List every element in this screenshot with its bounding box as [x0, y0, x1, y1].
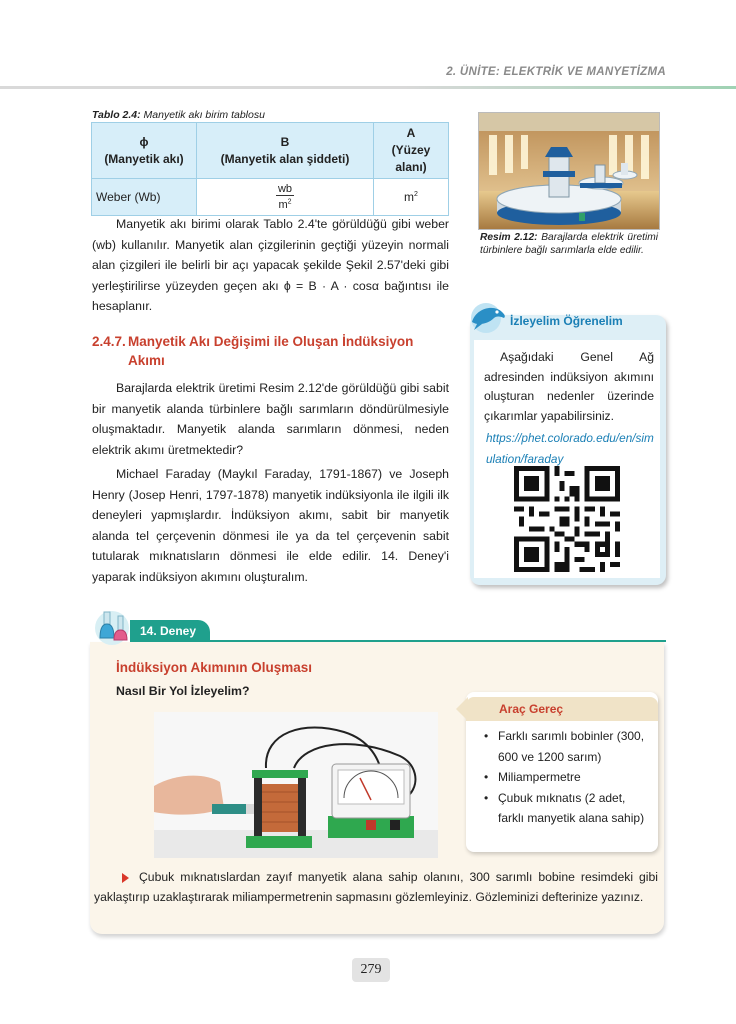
materials-title: Araç Gereç: [499, 702, 564, 716]
experiment-tab-label: 14. Deney: [140, 624, 197, 638]
list-item: • Farklı sarımlı bobinler (300, 600 ve 1200 sarım): [484, 726, 654, 767]
field-name: (Manyetik alan şiddeti): [220, 151, 350, 166]
qr-code[interactable]: [514, 466, 620, 572]
paragraph-faraday: Michael Faraday (Maykıl Faraday, 1791-1867) ve Joseph Henry (Josep Henri, 1797-1878) manyetik indüksiyonla ile ilgili ilk deneyleri yapmışlardır. İndüksiyon akımı, sabit bir manyetik alanda tel çerçevenin dönmesi ile ya da tel çerçevenin sabit tutularak mıknatısların dönmesi ile elde edilir. 14. Deney'i yaparak indüksiyon akımını oluşturalım.: [92, 467, 449, 584]
experiment-instruction: [94, 867, 658, 907]
list-item: • Miliampermetre: [484, 767, 654, 788]
watch-learn-text: Aşağıdaki Genel Ağ adresinden indüksiyon akımını oluşturan nedenler üzerinde çıkarımlar yapabilirsiniz.: [484, 350, 654, 423]
photo-caption-label: Resim 2.12:: [480, 232, 538, 243]
area-symbol: A: [406, 126, 416, 140]
experiment-subtitle: Nasıl Bir Yol İzleyelim?: [116, 684, 250, 698]
header-divider: [0, 86, 736, 89]
photo-caption: [480, 232, 658, 257]
flux-unit-table: [91, 122, 449, 216]
fraction-denominator: $m^2$: [278, 198, 292, 211]
table-header-field: [197, 123, 374, 179]
phet-link[interactable]: https://phet.colorado.edu/en/simulation/faraday: [486, 431, 654, 466]
table-header-flux: [92, 123, 197, 179]
section-number: 2.4.7.: [92, 334, 126, 349]
table-row: [92, 179, 449, 216]
paragraph-flux-unit: Manyetik akı birimi olarak Tablo 2.4'te görüldüğü gibi weber (wb) kullanılır. Manyetik alan çizgilerinin geçtiği yüzeyin normali alan çizgileri ile belirli bir açı yapacak şekilde Şekil 2.57'deki gibi yerleştirilirse yüzeyden geçen akı ϕ = B · A · cosα bağıntısı ile hesaplanır.: [92, 217, 449, 313]
triangle-bullet-icon: [122, 873, 129, 883]
paragraph-dam: Barajlarda elektrik üretimi Resim 2.12'de görüldüğü gibi sabit bir manyetik alanda türbinlere bağlı sarımların döndürülmesiyle oluşmaktadır. Manyetik alanda sarımların dönmesi, neden elektrik akımı üretmektedir?: [92, 381, 449, 457]
flux-name: (Manyetik akı): [104, 151, 184, 166]
materials-header-arrow: [456, 697, 468, 721]
list-item: • Çubuk mıknatıs (2 adet, farklı manyetik alana sahip): [484, 788, 654, 829]
dolphin-icon: [466, 300, 508, 334]
area-name: (Yüzey alanı): [391, 143, 431, 174]
experiment-title: İndüksiyon Akımının Oluşması: [116, 660, 313, 675]
fraction-numerator: wb: [277, 183, 293, 196]
experiment-photo: [154, 712, 438, 858]
table-caption-text: Manyetik akı birim tablosu: [140, 109, 265, 121]
table-header-row: [92, 123, 449, 179]
cell-flux-unit: Weber (Wb): [92, 179, 197, 216]
experiment-setup-illustration: [154, 712, 438, 858]
experiment-instruction-text: Çubuk mıknatıslardan zayıf manyetik alana sahip olanını, 300 sarımlı bobine resimdeki gibi yaklaştırıp uzaklaştırarak miliampermetrenin sapmasını gözlemleyiniz. Gözleminizi defterinize yazınız.: [94, 870, 658, 904]
section-title-text: Manyetik Akı Değişimi ile Oluşan İndüksiyon Akımı: [128, 334, 414, 368]
flask-icon: [92, 604, 136, 646]
materials-list: [484, 726, 654, 829]
cell-area-unit: $m^2$: [374, 179, 449, 216]
flux-symbol: ϕ: [139, 134, 149, 149]
experiment-divider: [200, 640, 666, 642]
table-header-area: [374, 123, 449, 179]
table-caption: [92, 109, 265, 121]
photo-caption-text: Barajlarda elektrik üretimi türbinlere bağlı sarımlarla elde edilir.: [480, 232, 658, 256]
field-symbol: B: [280, 134, 290, 149]
cell-field-unit: [197, 179, 374, 216]
section-heading: [92, 332, 442, 370]
turbine-hall-photo: [478, 112, 660, 230]
table-caption-label: Tablo 2.4:: [92, 109, 141, 121]
page-number: 279: [352, 958, 390, 982]
unit-title: 2. ÜNİTE: ELEKTRİK VE MANYETİZMA: [446, 66, 666, 78]
turbine-hall-illustration: [479, 113, 659, 229]
watch-learn-title: İzleyelim Öğrenelim: [510, 314, 623, 328]
